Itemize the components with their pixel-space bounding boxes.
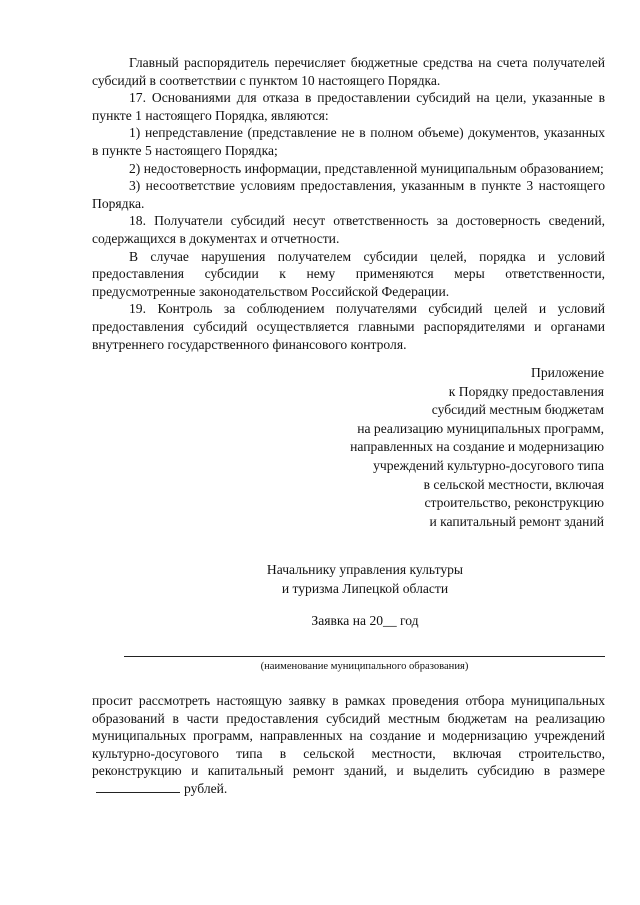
paragraph-17-item-2: 2) недостоверность информации, представленной муниципальным образованием; xyxy=(129,160,604,176)
request-section xyxy=(92,692,605,798)
form-title: Заявка на 20__ год xyxy=(311,613,419,628)
appendix-line: Приложение xyxy=(531,365,604,380)
request-suffix: рублей. xyxy=(184,780,228,796)
paragraph-17-refusal-grounds: 17. Основаниями для отказа в предоставлении субсидий на цели, указанные в пункте 1 настоящего Порядка, являются: xyxy=(92,90,605,123)
appendix-line: строительство, реконструкцию xyxy=(424,495,604,511)
paragraph-transfer-funds: Главный распорядитель перечисляет бюджетные средства на счета получателей субсидий в соответствии с пунктом 10 настоящего Порядка. xyxy=(92,55,605,88)
appendix-heading xyxy=(350,364,604,531)
addressee-line-2: и туризма Липецкой области xyxy=(281,580,449,596)
appendix-line: к Порядку предоставления xyxy=(448,383,604,399)
addressee-block xyxy=(200,561,530,598)
paragraph-violation-measures: В случае нарушения получателем субсидии целей, порядка и условий предоставления субсидии к нему применяются меры ответственности, предусмотренные законодательством Российской Федерации. xyxy=(92,248,605,299)
appendix-line: в сельской местности, включая xyxy=(423,476,604,492)
paragraph-17-item-3: 3) несоответствие условиям предоставления, указанным в пункте 3 настоящего Порядка. xyxy=(92,178,605,211)
appendix-line: направленных на создание и модернизацию xyxy=(350,439,604,455)
appendix-line: и капитальный ремонт зданий xyxy=(429,513,604,529)
request-text: просит рассмотреть настоящую заявку в рамках проведения отбора муниципальных образований в части предоставления субсидий местным бюджетам на реализацию муниципальных программ, направленных на создание и модернизацию учреждений культурно-досугового типа в сельской местности, включая строительство, реконструкцию и капитальный ремонт зданий, и выделить субсидию в размере xyxy=(92,693,605,779)
paragraph-18-responsibility: 18. Получатели субсидий несут ответственность за достоверность сведений, содержащихся в документах и отчетности. xyxy=(92,213,605,246)
paragraph-19-control: 19. Контроль за соблюдением получателями субсидий целей и условий предоставления субсидий осуществляется главными распорядителями и органами внутреннего государственного финансового контроля. xyxy=(92,301,605,352)
municipality-caption: (наименование муниципального образования) xyxy=(260,661,469,672)
request-paragraph xyxy=(92,692,605,798)
paragraph-17-item-1: 1) непредставление (представление не в полном объеме) документов, указанных в пункте 5 настоящего Порядка; xyxy=(92,125,605,158)
body-section xyxy=(92,54,605,353)
appendix-line: учреждений культурно-досугового типа xyxy=(373,457,604,473)
appendix-line: на реализацию муниципальных программ, xyxy=(357,420,604,436)
addressee-line-1: Начальнику управления культуры xyxy=(266,562,464,577)
appendix-line: субсидий местным бюджетам xyxy=(431,402,604,418)
municipality-name-blank xyxy=(124,656,605,657)
subsidy-amount-blank xyxy=(96,780,180,793)
